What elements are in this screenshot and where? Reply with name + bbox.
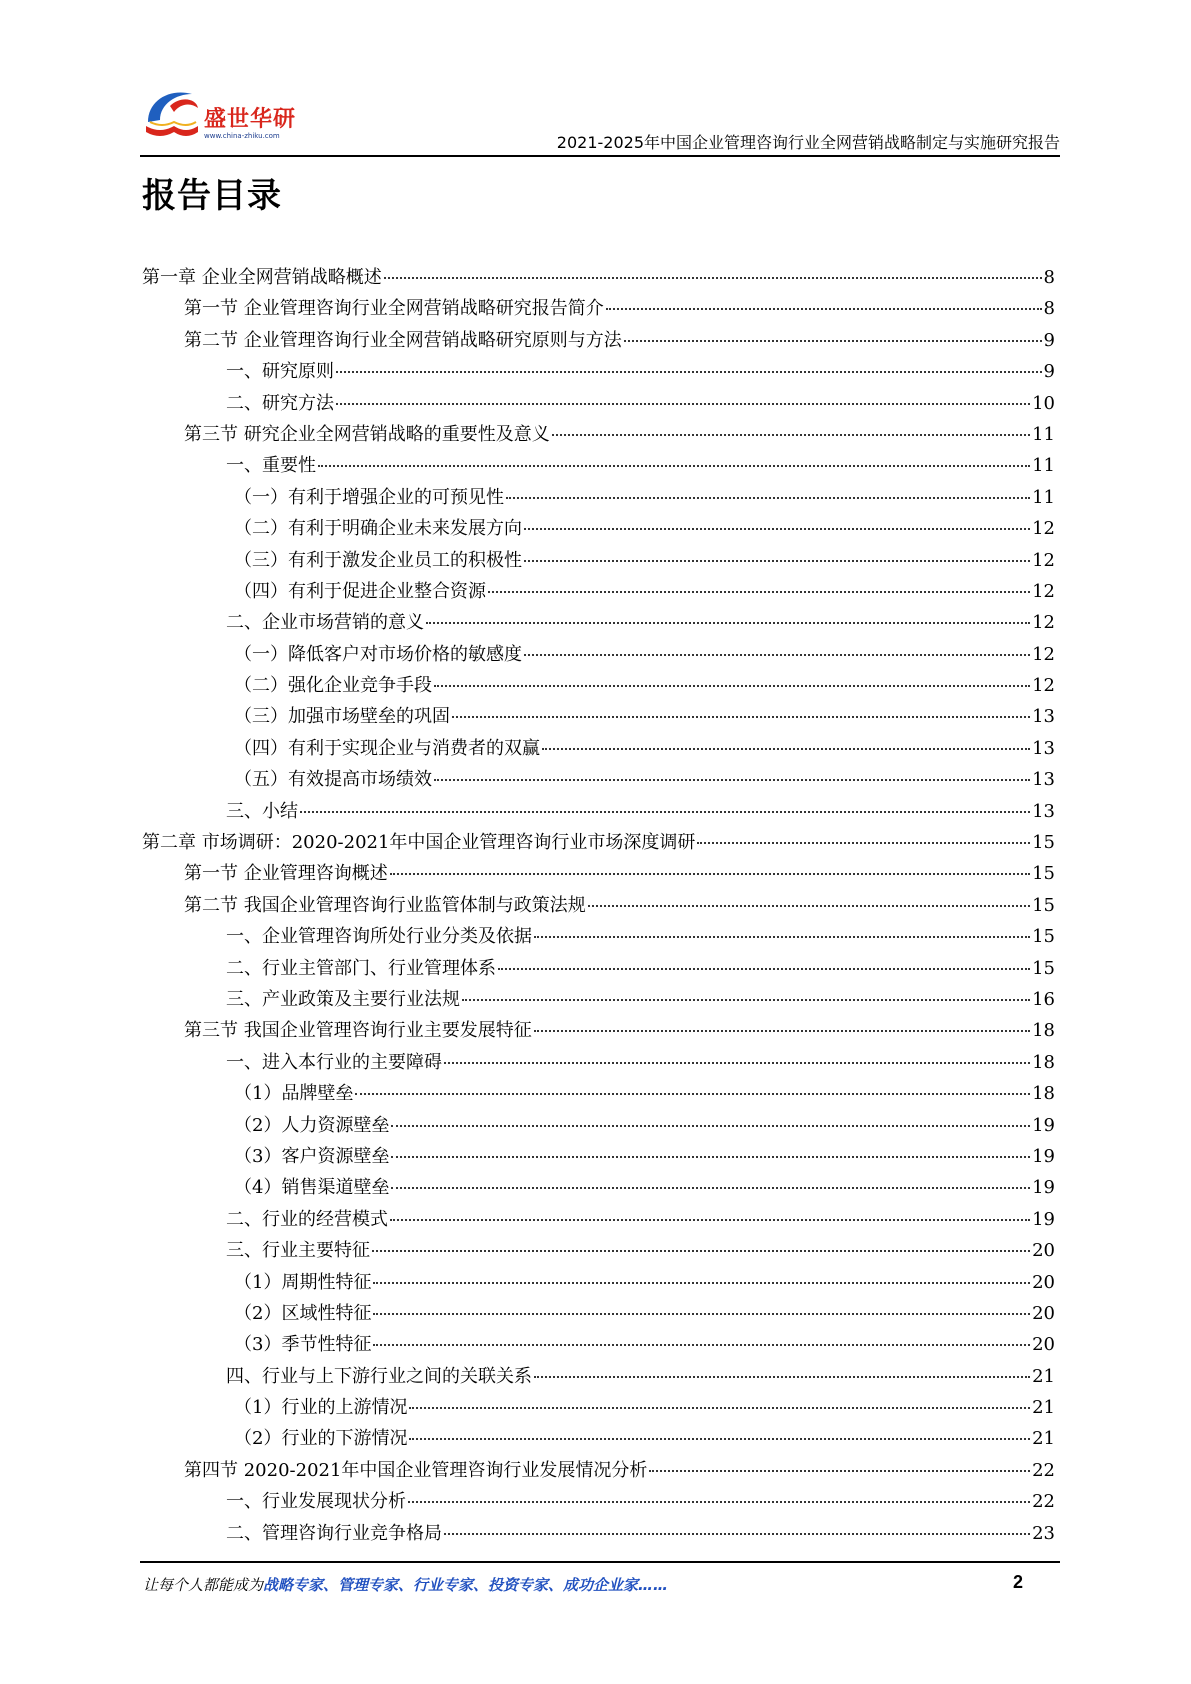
toc-entry-label: （一）有利于增强企业的可预见性 — [234, 486, 504, 508]
toc-entry[interactable] — [142, 921, 1055, 952]
toc-entry[interactable] — [142, 890, 1055, 921]
toc-entry-label: 一、行业发展现状分析 — [226, 1491, 406, 1513]
toc-entry-label: 第一章 企业全网营销战略概述 — [142, 267, 382, 288]
toc-dot-leader — [649, 1470, 1030, 1472]
toc-entry-label: 第二节 企业管理咨询行业全网营销战略研究原则与方法 — [184, 329, 622, 351]
header-divider — [140, 155, 1060, 157]
toc-entry-label: （三）有利于激发企业员工的积极性 — [234, 549, 522, 571]
toc-entry-label: （1）行业的上游情况 — [234, 1397, 408, 1419]
toc-entry[interactable] — [142, 450, 1055, 481]
toc-entry-label: （1）品牌壁垒 — [234, 1083, 354, 1105]
toc-entry-label: （五）有效提高市场绩效 — [234, 769, 432, 791]
toc-entry-label: （1）周期性特征 — [234, 1271, 372, 1293]
toc-dot-leader — [390, 1219, 1030, 1221]
toc-entry-page: 21 — [1032, 1365, 1055, 1387]
table-of-contents — [142, 262, 1055, 1549]
toc-entry-page: 9 — [1043, 329, 1055, 351]
toc-entry-label: 一、重要性 — [226, 455, 316, 477]
toc-dot-leader — [384, 277, 1042, 279]
toc-dot-leader — [534, 1376, 1030, 1378]
toc-entry-page: 12 — [1032, 675, 1055, 697]
toc-entry[interactable] — [142, 1172, 1055, 1203]
page-number: 2 — [1012, 1572, 1023, 1592]
toc-entry-page: 18 — [1032, 1051, 1055, 1073]
toc-dot-leader — [524, 528, 1030, 530]
toc-entry-page: 9 — [1043, 361, 1055, 383]
toc-entry-page: 11 — [1032, 486, 1055, 508]
toc-entry[interactable] — [142, 701, 1055, 732]
toc-entry[interactable] — [142, 858, 1055, 889]
toc-entry-page: 20 — [1032, 1302, 1055, 1324]
toc-entry-label: 第三节 我国企业管理咨询行业主要发展特征 — [184, 1020, 532, 1042]
toc-dot-leader — [697, 842, 1030, 844]
toc-entry[interactable] — [142, 984, 1055, 1015]
toc-entry-page: 19 — [1032, 1177, 1055, 1199]
toc-entry-label: 第四节 2020-2021年中国企业管理咨询行业发展情况分析 — [184, 1459, 648, 1481]
toc-entry-page: 20 — [1032, 1271, 1055, 1293]
toc-dot-leader — [462, 999, 1030, 1001]
toc-entry[interactable] — [142, 419, 1055, 450]
toc-entry[interactable] — [142, 576, 1055, 607]
toc-dot-leader — [552, 434, 1030, 436]
toc-entry[interactable] — [142, 1361, 1055, 1392]
toc-dot-leader — [408, 1501, 1030, 1503]
toc-dot-leader — [624, 340, 1042, 342]
toc-entry-page: 23 — [1032, 1522, 1055, 1544]
toc-entry-page: 13 — [1032, 737, 1055, 759]
toc-entry-label: （二）有利于明确企业未来发展方向 — [234, 518, 522, 540]
toc-entry-label: 四、行业与上下游行业之间的关联关系 — [226, 1365, 532, 1387]
toc-entry-page: 18 — [1032, 1020, 1055, 1042]
toc-entry[interactable] — [142, 1329, 1055, 1360]
toc-dot-leader — [534, 936, 1030, 938]
toc-entry-page: 12 — [1032, 518, 1055, 540]
toc-entry[interactable] — [142, 1423, 1055, 1454]
toc-entry-page: 15 — [1032, 863, 1055, 885]
toc-entry[interactable] — [142, 733, 1055, 764]
toc-dot-leader — [391, 1125, 1030, 1127]
toc-dot-leader — [409, 1438, 1030, 1440]
toc-entry-page: 16 — [1032, 988, 1055, 1010]
toc-entry[interactable] — [142, 1267, 1055, 1298]
toc-dot-leader — [373, 1313, 1030, 1315]
toc-entry-label: 二、企业市场营销的意义 — [226, 612, 424, 634]
logo-url: www.china-zhiku.com — [204, 132, 280, 140]
toc-entry[interactable] — [142, 388, 1055, 419]
toc-entry-page: 11 — [1032, 455, 1055, 477]
toc-entry[interactable] — [142, 1078, 1055, 1109]
toc-entry-label: （3）客户资源壁垒 — [234, 1145, 390, 1167]
toc-entry[interactable] — [142, 953, 1055, 984]
toc-entry-label: 一、研究原则 — [226, 361, 334, 383]
toc-entry-page: 12 — [1032, 580, 1055, 602]
toc-entry[interactable] — [142, 670, 1055, 701]
toc-entry[interactable] — [142, 513, 1055, 544]
toc-entry[interactable] — [142, 293, 1055, 324]
toc-entry-page: 11 — [1032, 423, 1055, 445]
toc-entry-page: 13 — [1032, 706, 1055, 728]
toc-dot-leader — [588, 905, 1030, 907]
toc-entry-label: 三、行业主要特征 — [226, 1240, 370, 1262]
toc-entry-label: 第二节 我国企业管理咨询行业监管体制与政策法规 — [184, 894, 586, 916]
toc-entry-page: 8 — [1043, 298, 1055, 320]
toc-entry-label: （一）降低客户对市场价格的敏感度 — [234, 643, 522, 665]
toc-dot-leader — [524, 560, 1030, 562]
toc-dot-leader — [373, 1282, 1030, 1284]
toc-entry-label: 第二章 市场调研：2020-2021年中国企业管理咨询行业市场深度调研 — [142, 832, 696, 854]
toc-dot-leader — [336, 403, 1030, 405]
toc-entry[interactable] — [142, 545, 1055, 576]
toc-entry-page: 20 — [1032, 1240, 1055, 1262]
toc-entry-page: 22 — [1032, 1459, 1055, 1481]
toc-entry-label: （二）强化企业竞争手段 — [234, 675, 432, 697]
toc-entry-label: （4）销售渠道壁垒 — [234, 1177, 390, 1199]
toc-entry[interactable] — [142, 1298, 1055, 1329]
toc-entry[interactable] — [142, 1392, 1055, 1423]
toc-entry-label: 一、企业管理咨询所处行业分类及依据 — [226, 926, 532, 948]
toc-entry-label: （三）加强市场壁垒的巩固 — [234, 706, 450, 728]
footer-slogan-highlight: 战略专家、管理专家、行业专家、投资专家、成功企业家…… — [263, 1576, 669, 1594]
toc-entry[interactable] — [142, 1141, 1055, 1172]
toc-dot-leader — [355, 1093, 1030, 1095]
toc-entry-label: （2）人力资源壁垒 — [234, 1114, 390, 1136]
toc-dot-leader — [372, 1250, 1030, 1252]
logo-name: 盛世华研 — [204, 107, 297, 132]
toc-dot-leader — [444, 1533, 1030, 1535]
toc-entry-page: 19 — [1032, 1208, 1055, 1230]
toc-dot-leader — [336, 371, 1042, 373]
toc-entry-page: 22 — [1032, 1491, 1055, 1513]
toc-dot-leader — [524, 654, 1030, 656]
toc-entry-label: 三、产业政策及主要行业法规 — [226, 988, 460, 1010]
toc-dot-leader — [506, 497, 1030, 499]
footer-slogan — [143, 1574, 668, 1595]
page-title: 报告目录 — [142, 176, 282, 216]
toc-entry-label: 二、行业的经营模式 — [226, 1208, 388, 1230]
toc-dot-leader — [606, 308, 1042, 310]
toc-dot-leader — [300, 811, 1030, 813]
toc-entry[interactable] — [142, 356, 1055, 387]
toc-entry-page: 8 — [1043, 267, 1055, 288]
toc-entry-page: 15 — [1032, 957, 1055, 979]
toc-entry-page: 13 — [1032, 769, 1055, 791]
toc-dot-leader — [409, 1407, 1030, 1409]
toc-entry[interactable] — [142, 1235, 1055, 1266]
toc-dot-leader — [318, 465, 1030, 467]
toc-dot-leader — [452, 716, 1030, 718]
toc-entry-label: 二、管理咨询行业竞争格局 — [226, 1522, 442, 1544]
toc-dot-leader — [434, 779, 1030, 781]
toc-entry-page: 21 — [1032, 1397, 1055, 1419]
toc-entry[interactable] — [142, 1015, 1055, 1046]
toc-dot-leader — [542, 748, 1030, 750]
toc-entry-page: 21 — [1032, 1428, 1055, 1450]
toc-entry-page: 10 — [1032, 392, 1055, 414]
toc-entry[interactable] — [142, 796, 1055, 827]
toc-dot-leader — [534, 1030, 1030, 1032]
toc-entry-label: （四）有利于促进企业整合资源 — [234, 580, 486, 602]
toc-entry[interactable] — [142, 1486, 1055, 1517]
toc-entry-page: 19 — [1032, 1114, 1055, 1136]
toc-entry[interactable] — [142, 1455, 1055, 1486]
toc-dot-leader — [434, 685, 1030, 687]
toc-entry-label: （2）行业的下游情况 — [234, 1428, 408, 1450]
toc-entry[interactable] — [142, 1518, 1055, 1549]
toc-entry-label: （3）季节性特征 — [234, 1334, 372, 1356]
toc-dot-leader — [444, 1062, 1030, 1064]
toc-dot-leader — [426, 622, 1030, 624]
toc-entry-label: （四）有利于实现企业与消费者的双赢 — [234, 737, 540, 759]
footer-divider — [140, 1561, 1060, 1563]
toc-entry-label: 第三节 研究企业全网营销战略的重要性及意义 — [184, 423, 550, 445]
toc-entry-label: 第一节 企业管理咨询概述 — [184, 863, 388, 885]
toc-entry[interactable] — [142, 764, 1055, 795]
toc-entry-page: 13 — [1032, 800, 1055, 822]
toc-entry[interactable] — [142, 827, 1055, 858]
toc-dot-leader — [391, 1187, 1030, 1189]
toc-entry-label: 第一节 企业管理咨询行业全网营销战略研究报告简介 — [184, 298, 604, 320]
toc-entry[interactable] — [142, 325, 1055, 356]
toc-entry-page: 19 — [1032, 1145, 1055, 1167]
toc-entry[interactable] — [142, 1110, 1055, 1141]
toc-entry-page: 12 — [1032, 549, 1055, 571]
toc-dot-leader — [390, 873, 1030, 875]
toc-entry[interactable] — [142, 482, 1055, 513]
toc-entry[interactable] — [142, 1204, 1055, 1235]
footer-slogan-prefix: 让每个人都能成为 — [143, 1576, 264, 1594]
toc-entry-label: 三、小结 — [226, 800, 298, 822]
toc-entry-page: 20 — [1032, 1334, 1055, 1356]
toc-entry[interactable] — [142, 607, 1055, 638]
toc-entry-label: 二、研究方法 — [226, 392, 334, 414]
toc-entry-page: 15 — [1032, 894, 1055, 916]
toc-entry[interactable] — [142, 1047, 1055, 1078]
toc-entry-page: 12 — [1032, 643, 1055, 665]
logo-emblem-icon — [140, 82, 202, 144]
toc-entry-label: 二、行业主管部门、行业管理体系 — [226, 957, 496, 979]
toc-entry[interactable] — [142, 639, 1055, 670]
toc-entry-page: 15 — [1032, 926, 1055, 948]
toc-entry-label: 一、进入本行业的主要障碍 — [226, 1051, 442, 1073]
toc-dot-leader — [488, 591, 1030, 593]
toc-entry-label: （2）区域性特征 — [234, 1302, 372, 1324]
toc-dot-leader — [391, 1156, 1030, 1158]
page-header — [140, 78, 1060, 158]
toc-entry-page: 15 — [1032, 832, 1055, 854]
toc-dot-leader — [373, 1344, 1030, 1346]
toc-dot-leader — [498, 968, 1030, 970]
report-title: 2021-2025年中国企业管理咨询行业全网营销战略制定与实施研究报告 — [556, 133, 1060, 152]
toc-entry-page: 12 — [1032, 612, 1055, 634]
toc-entry[interactable] — [142, 262, 1055, 293]
company-logo — [140, 82, 310, 152]
toc-entry-page: 18 — [1032, 1083, 1055, 1105]
